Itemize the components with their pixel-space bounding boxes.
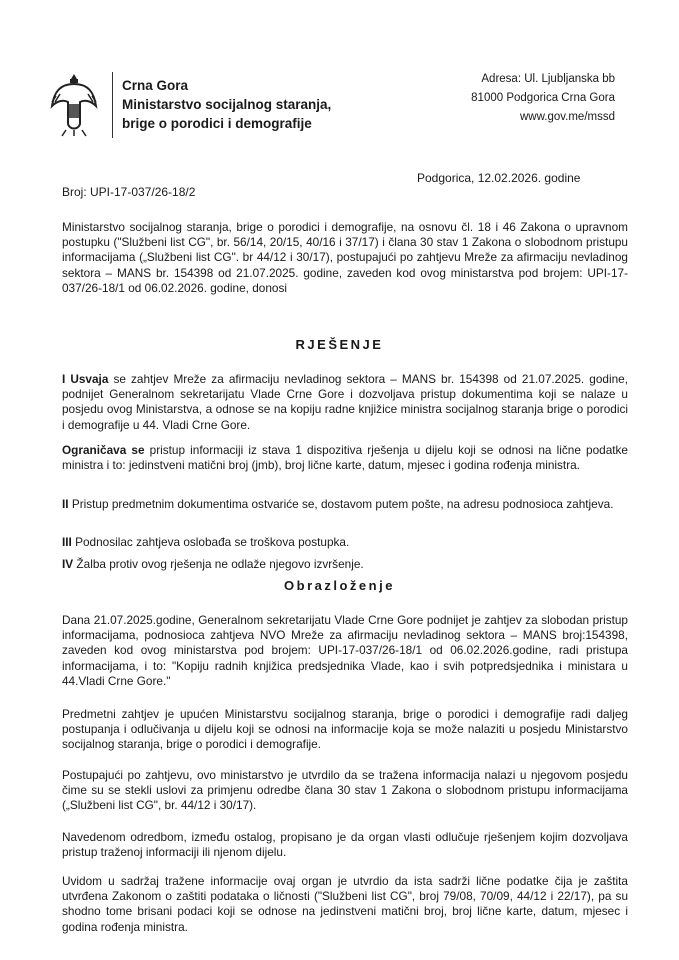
reasoning-paragraph-2: Predmetni zahtjev je upućen Ministarstvu socijalnog staranja, brige o porodici i demografije radi daljeg postupanja i odlučivanja u dijelu koji se odnosi na informacije koja se može nalaziti u posjedu Ministarstvo socijalnog staranja, brige o porodici i demografije. bbox=[62, 707, 628, 752]
issuer-block bbox=[122, 76, 331, 133]
reasoning-paragraph-3: Postupajući po zahtjevu, ovo ministarstvo je utvrdilo da se tražena informacija nalazi u njegovom posjedu čime su se stekli uslovi za primjenu odredbe člana 30 stav 1 Zakona o slobodnom pristupu informacijama („Službeni list CG", br. 44/12 i 30/17). bbox=[62, 768, 628, 813]
item-2-label: II bbox=[62, 497, 69, 511]
place-date: Podgorica, 12.02.2026. godine bbox=[417, 171, 581, 185]
item-1-label: I Usvaja bbox=[62, 372, 109, 386]
decision-item-1 bbox=[62, 372, 628, 433]
item-4-text: Žalba protiv ovog rješenja ne odlaže njegovo izvršenje. bbox=[73, 557, 364, 571]
decision-item-4 bbox=[62, 557, 628, 572]
decision-item-3 bbox=[62, 535, 628, 550]
header-divider bbox=[112, 72, 113, 138]
restriction-text: pristup informaciji iz stava 1 dispozitiva rješenja u dijelu koji se odnosi na lične podatke ministra i to: jedinstveni matični broj (jmb), broj lične karte, datum, mjesec i godina rođenja ministra. bbox=[62, 443, 628, 473]
issuer-ministry-cont: brige o porodici i demografije bbox=[122, 116, 312, 131]
reasoning-paragraph-1: Dana 21.07.2025.godine, Generalnom sekretarijatu Vlade Crne Gore podnijet je zahtjev za slobodan pristup informacijama, podnosioca zahtjeva NVO Mreže za afirmaciju nevladinog sektora – MANS broj:154398, zaveden kod ovog ministarstva pod brojem: UPI-17-037/26-18/1 od 06.02.2026.godine, radi pristupa informacijama, i to: "Kopiju radnih knjižica predsjednika Vlade, kao i svih potpredsjednika i ministara u 44.Vladi Crne Gore." bbox=[62, 613, 628, 688]
address-street: Adresa: Ul. Ljubljanska bb bbox=[481, 73, 615, 85]
item-3-label: III bbox=[62, 535, 72, 549]
item-4-label: IV bbox=[62, 557, 74, 571]
item-2-text: Pristup predmetnim dokumentima ostvariće se, dostavom putem pošte, na adresu podnosioca zahtjeva. bbox=[68, 497, 614, 511]
item-3-text: Podnosilac zahtjeva oslobađa se troškova postupka. bbox=[71, 535, 350, 549]
decision-restriction bbox=[62, 443, 628, 473]
address-block bbox=[471, 70, 615, 127]
reasoning-paragraph-5: Uvidom u sadržaj tražene informacije ovaj organ je utvrdio da ista sadrži lične podatke čija je zaštita utvrđena Zakonom o zaštiti podataka o ličnosti ("Službeni list CG", broj 79/08, 70/09, 44/12 i 22/17), pa su shodno tome brisani podaci koji se odnose na jedinstveni matični broj, broj lične karte, datum, mjesec i godina rođenja ministra. bbox=[62, 874, 628, 934]
decision-title: RJEŠENJE bbox=[295, 337, 384, 352]
reasoning-paragraph-4: Navedenom odredbom, između ostalog, propisano je da organ vlasti odlučuje rješenjem kojim dozvoljava pristup traženoj informaciji ili njenom dijelu. bbox=[62, 830, 628, 860]
reasoning-title: Obrazloženje bbox=[284, 578, 395, 593]
restriction-label: Ograničava se bbox=[62, 443, 145, 457]
reference-line bbox=[62, 171, 622, 199]
reference-number: Broj: UPI-17-037/26-18/2 bbox=[62, 185, 196, 199]
item-1-text: se zahtjev Mreže za afirmaciju nevladinog sektora – MANS br. 154398 od 21.07.2025. godine, podnijet Generalnom sekretarijatu Vlade Crne Gore i dozvoljava pristup dokumentima koji se nalaze u posjedu ovog Ministarstva, a odnose se na kopiju radne knjižice ministra socijalnog staranja brige o porodici i demografije u 44. Vladi Crne Gore. bbox=[62, 372, 628, 432]
intro-paragraph: Ministarstvo socijalnog staranja, brige o porodici i demografije, na osnovu čl. 18 i 46 Zakona o upravnom postupku ("Službeni list CG", br. 56/14, 20/15, 40/16 i 37/17) i člana 30 stav 1 Zakona o slobodnom pristupu informacijama („Službeni list CG". br 44/12 i 30/17), postupajući po zahtjevu Mreže za afirmaciju nevladinog sektora – MANS br. 154398 od 21.07.2025. godine, zaveden kod ovog ministarstva pod brojem: UPI-17-037/26-18/1 od 06.02.2026. godine, donosi bbox=[62, 220, 628, 295]
decision-item-2 bbox=[62, 497, 628, 512]
issuer-country: Crna Gora bbox=[122, 78, 189, 93]
coat-of-arms-emblem bbox=[50, 72, 98, 138]
address-city: 81000 Podgorica Crna Gora bbox=[471, 92, 615, 104]
issuer-ministry: Ministarstvo socijalnog staranja, bbox=[122, 97, 332, 112]
address-website: www.gov.me/mssd bbox=[519, 111, 615, 123]
